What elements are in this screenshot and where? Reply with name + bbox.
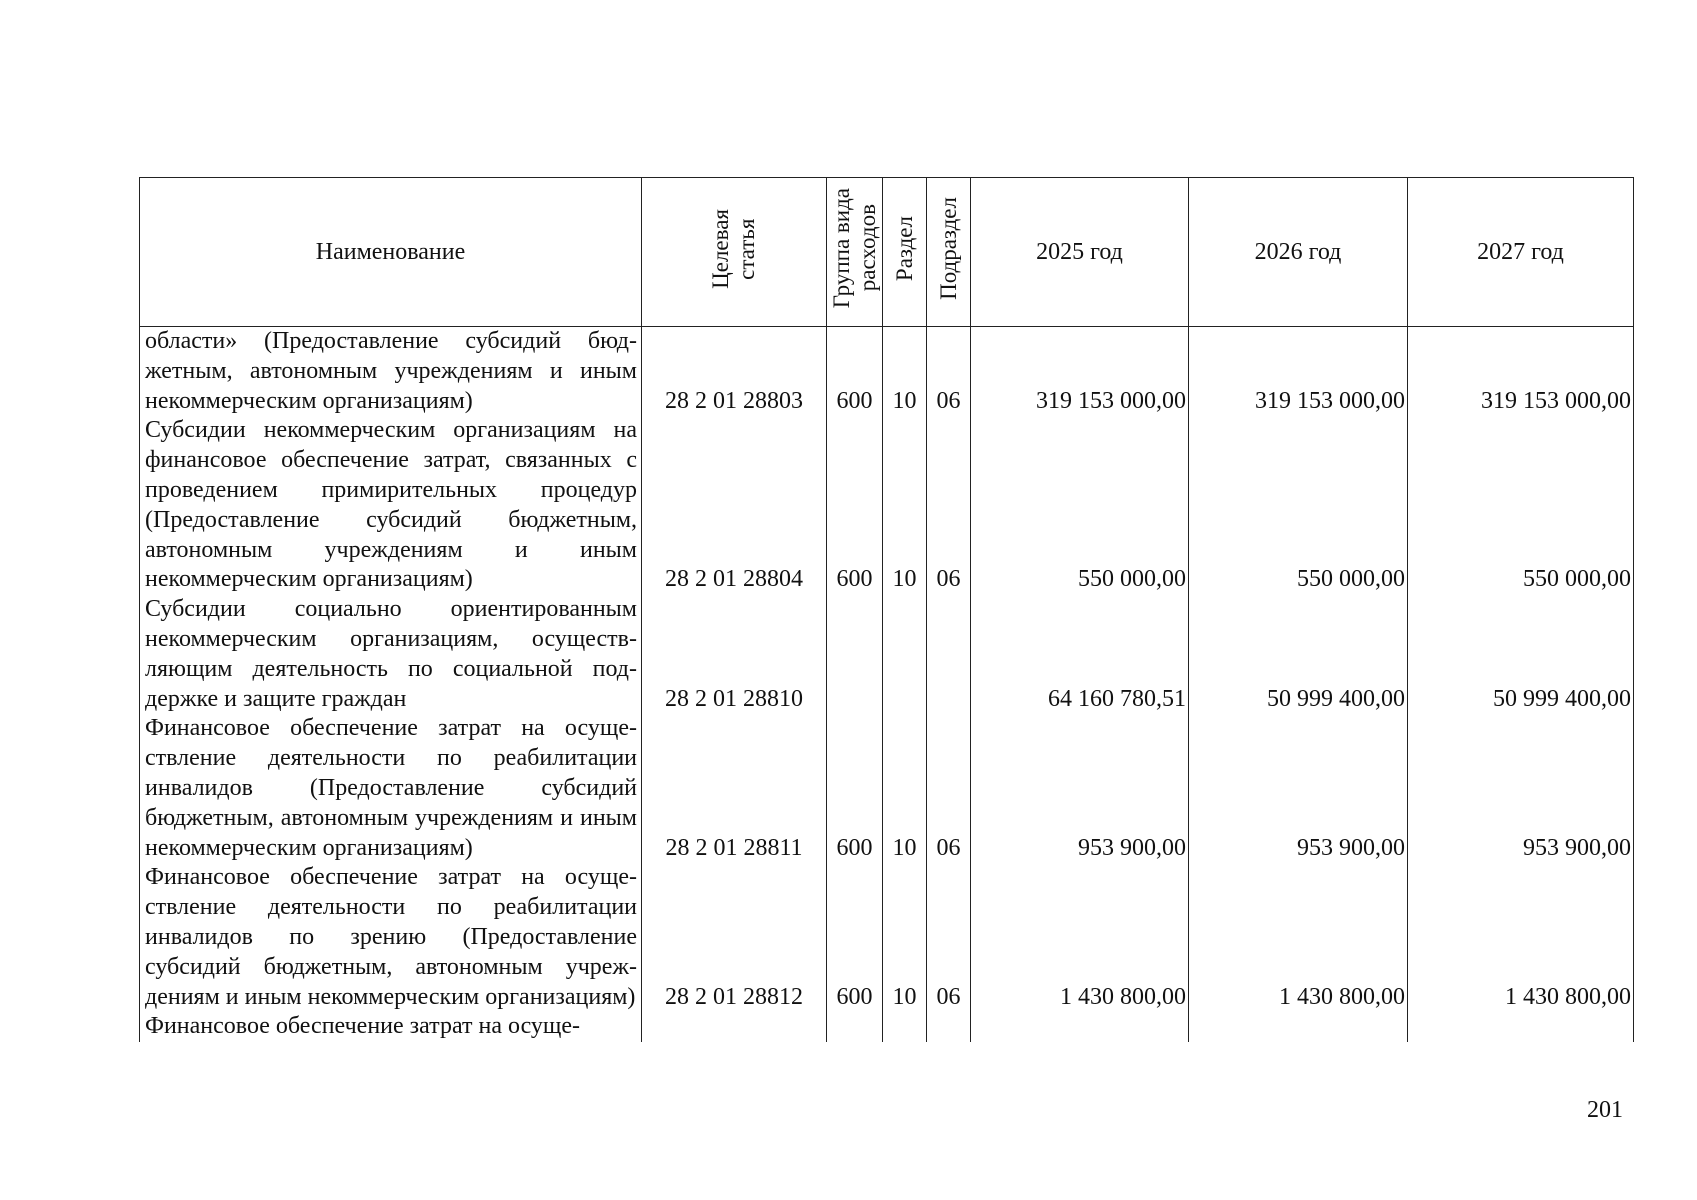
row-section: 10 <box>883 863 927 1012</box>
row-section: 10 <box>883 327 927 417</box>
budget-table <box>139 177 1634 1042</box>
row-subsection <box>927 595 971 714</box>
header-subsection: Подраздел <box>927 178 971 327</box>
row-expense-group: 600 <box>827 714 883 863</box>
header-name: Наименование <box>140 178 642 327</box>
row-name: области» (Предоставление субсидий бюджетным, автономным учреждениям и иным некоммерческим организациям) <box>140 327 642 417</box>
empty-cell <box>827 1012 883 1042</box>
row-target-article: 28 2 01 28803 <box>642 327 827 417</box>
row-name: Субсидии некоммерческим организациям на финансовое обеспечение затрат, связанных с проведением примирительных процедур (Предоставление субсидий бюджетным, автономным учреждениям и иным некоммерческим организациям) <box>140 416 642 595</box>
table-row <box>140 595 1634 714</box>
row-2027: 1 430 800,00 <box>1408 863 1634 1012</box>
row-2027: 550 000,00 <box>1408 416 1634 595</box>
header-section: Раздел <box>883 178 927 327</box>
row-name: Субсидии социально ориентированным некоммерческим организациям, осуществляющим деятельность по социальной поддержке и защите граждан <box>140 595 642 714</box>
row-section <box>883 595 927 714</box>
table-row <box>140 327 1634 417</box>
header-2026: 2026 год <box>1189 178 1408 327</box>
row-2027: 50 999 400,00 <box>1408 595 1634 714</box>
row-2027: 319 153 000,00 <box>1408 327 1634 417</box>
table-row <box>140 416 1634 595</box>
row-subsection: 06 <box>927 327 971 417</box>
row-expense-group: 600 <box>827 863 883 1012</box>
header-target-article: Целевая статья <box>642 178 827 327</box>
row-target-article: 28 2 01 28812 <box>642 863 827 1012</box>
row-2025: 64 160 780,51 <box>971 595 1189 714</box>
row-2025: 319 153 000,00 <box>971 327 1189 417</box>
header-row <box>140 178 1634 327</box>
row-2027: 953 900,00 <box>1408 714 1634 863</box>
table-row-continuation <box>140 1012 1634 1042</box>
row-2025: 1 430 800,00 <box>971 863 1189 1012</box>
row-name: Финансовое обеспечение затрат на осуществление деятельности по реабилитации инвалидов по зрению (Предоставление субсидий бюджетным, автономным учреждениям и иным некоммерческим организациям) <box>140 863 642 1012</box>
row-section: 10 <box>883 416 927 595</box>
header-2027: 2027 год <box>1408 178 1634 327</box>
row-2026: 1 430 800,00 <box>1189 863 1408 1012</box>
row-2026: 319 153 000,00 <box>1189 327 1408 417</box>
row-2025: 550 000,00 <box>971 416 1189 595</box>
header-2025: 2025 год <box>971 178 1189 327</box>
empty-cell <box>927 1012 971 1042</box>
row-2026: 50 999 400,00 <box>1189 595 1408 714</box>
row-subsection: 06 <box>927 863 971 1012</box>
row-expense-group: 600 <box>827 416 883 595</box>
row-name: Финансовое обеспечение затрат на осуще- <box>140 1012 642 1042</box>
row-expense-group <box>827 595 883 714</box>
header-expense-group: Группа вида расходов <box>827 178 883 327</box>
row-target-article: 28 2 01 28804 <box>642 416 827 595</box>
empty-cell <box>1189 1012 1408 1042</box>
row-section: 10 <box>883 714 927 863</box>
row-2026: 953 900,00 <box>1189 714 1408 863</box>
row-expense-group: 600 <box>827 327 883 417</box>
row-subsection: 06 <box>927 416 971 595</box>
empty-cell <box>642 1012 827 1042</box>
row-2025: 953 900,00 <box>971 714 1189 863</box>
empty-cell <box>1408 1012 1634 1042</box>
row-subsection: 06 <box>927 714 971 863</box>
page-number: 201 <box>1587 1097 1623 1123</box>
table-row <box>140 863 1634 1012</box>
table-row <box>140 714 1634 863</box>
row-2026: 550 000,00 <box>1189 416 1408 595</box>
row-name: Финансовое обеспечение затрат на осуществление деятельности по реабилитации инвалидов (Предоставление субсидий бюджетным, автономным учреждениям и иным некоммерческим организациям) <box>140 714 642 863</box>
row-target-article: 28 2 01 28811 <box>642 714 827 863</box>
empty-cell <box>883 1012 927 1042</box>
empty-cell <box>971 1012 1189 1042</box>
row-target-article: 28 2 01 28810 <box>642 595 827 714</box>
